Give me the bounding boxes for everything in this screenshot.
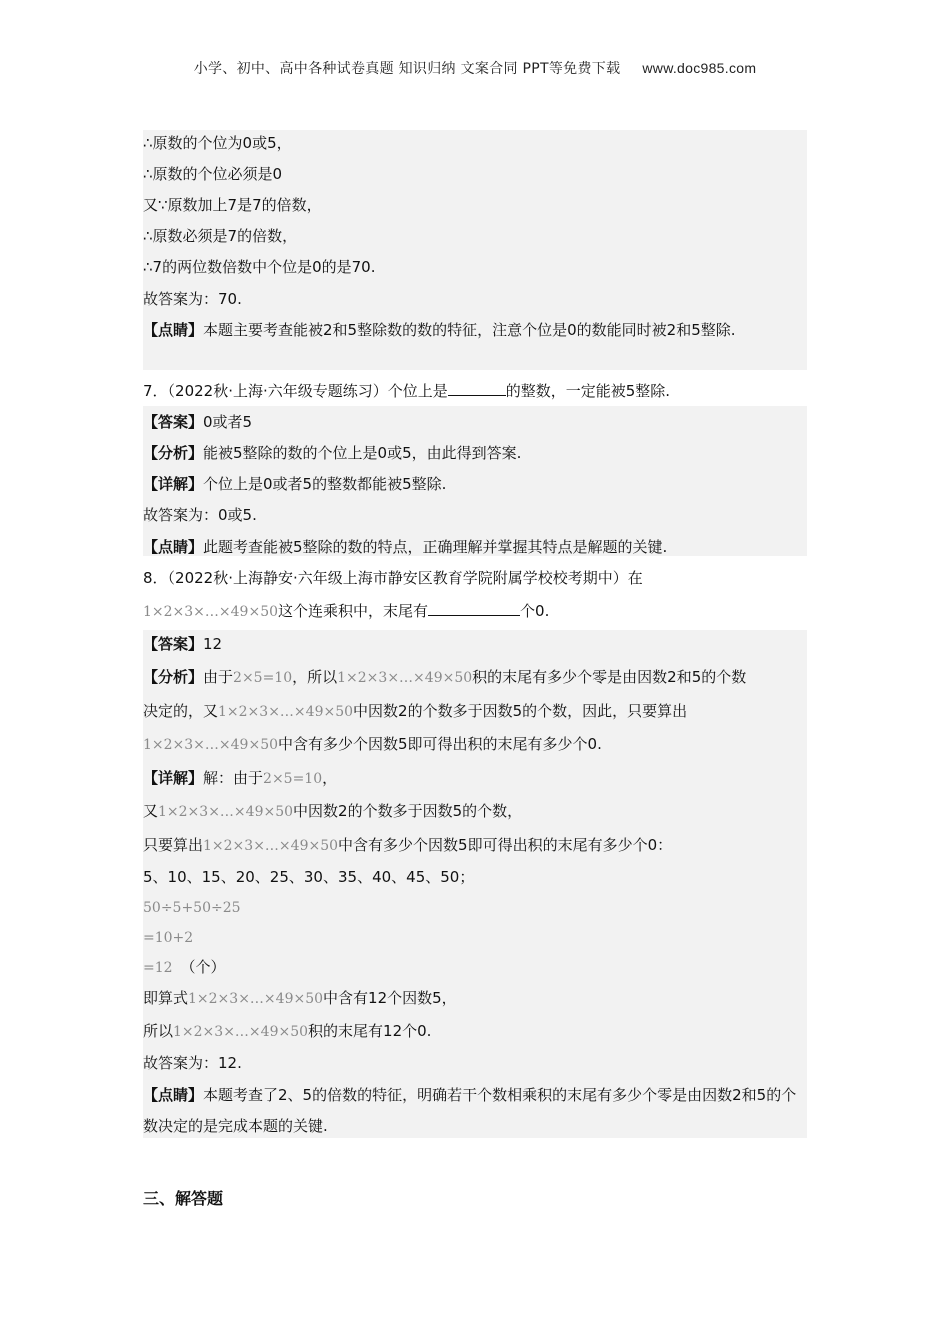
q8-product-math: 1×2×3×…×49×50 [218, 704, 354, 720]
q8-calc-2 [143, 922, 807, 953]
q8-detail-1 [143, 763, 807, 794]
q8-product-math: 1×2×3×…×49×50 [337, 670, 473, 686]
q8-unit: （个） [180, 958, 226, 976]
q7-stem-a: 7．（2022秋·上海·六年级专题练习）个位上是 [143, 382, 448, 400]
q7-comment-tag: 【点睛】 [143, 538, 204, 556]
q8-calc3-math: =12 [143, 960, 173, 976]
q7-answer-text: 0或者5 [203, 413, 253, 431]
q8-comment-text: 本题考查了2、5的倍数的特征，明确若干个数相乘积的末尾有多少个零是由因数2和5的个数决定的是完成本题的关键. [143, 1086, 797, 1135]
q8-detail-7 [143, 983, 807, 1014]
q7-stem [143, 376, 807, 407]
q8-an1-a: 由于 [203, 668, 234, 686]
q7-analysis-tag: 【分析】 [143, 444, 204, 462]
q7-detail-tag: 【详解】 [143, 475, 204, 493]
header-site: www.doc985.com [642, 60, 757, 76]
q8-calc2-math: =10+2 [143, 930, 194, 946]
q8-answer-text: 12 [203, 635, 223, 653]
q8-an2-b: 中因数2的个数多于因数5的个数，因此，只要算出 [353, 702, 688, 720]
q8-calc-3 [143, 952, 807, 983]
q8-product-math: 1×2×3×…×49×50 [203, 838, 339, 854]
q8-stem-2 [143, 596, 807, 627]
q8-analysis-3 [143, 729, 807, 760]
block-a-line-5: ∴7的两位数倍数中个位是0的是70. [143, 258, 376, 276]
comment-text: 本题主要考查能被2和5整除数的数的特征，注意个位是0的数能同时被2和5整除. [203, 321, 736, 339]
q7-comment [143, 532, 807, 563]
q8-detail-3 [143, 830, 807, 861]
comment-tag: 【点睛】 [143, 321, 204, 339]
q8-stem2-b: 个0. [520, 602, 550, 620]
q8-d7-b: 中含有12个因数5， [323, 989, 457, 1007]
q8-analysis-1 [143, 662, 807, 693]
q8-d3-a: 只要算出 [143, 836, 204, 854]
block-a-line-3: 又∵原数加上7是7的倍数， [143, 196, 322, 214]
q8-d2-b: 中因数2的个数多于因数5的个数， [293, 802, 523, 820]
q7-blank [448, 381, 506, 396]
section-heading: 三、解答题 [143, 1189, 224, 1208]
q8-analysis-tag: 【分析】 [143, 668, 204, 686]
q7-stem-b: 的整数，一定能被5整除. [505, 382, 671, 400]
q8-eq-math: 2×5=10 [263, 771, 323, 787]
q7-analysis [143, 438, 807, 469]
q8-an1-b: ，所以 [292, 668, 338, 686]
q8-calc-1 [143, 892, 807, 923]
q8-d8-b: 积的末尾有12个0. [308, 1022, 432, 1040]
q8-d3-b: 中含有多少个因数5即可得出积的末尾有多少个0： [338, 836, 673, 854]
q8-list: 5、10、15、20、25、30、35、40、45、50； [143, 868, 475, 886]
q8-product-math: 1×2×3×…×49×50 [143, 737, 279, 753]
block-a-line-2: ∴原数的个位必须是0 [143, 165, 283, 183]
q8-an3-b: 中含有多少个因数5即可得出积的末尾有多少个0. [278, 735, 602, 753]
q8-d1-a: 解：由于 [203, 769, 264, 787]
q8-calc1-math: 50÷5+50÷25 [143, 900, 241, 916]
q7-answer-tag: 【答案】 [143, 413, 204, 431]
q8-final: 故答案为：12. [143, 1054, 242, 1072]
q7-detail [143, 469, 807, 500]
q8-an1-c: 积的末尾有多少个零是由因数2和5的个数 [472, 668, 747, 686]
q7-comment-text: 此题考查能被5整除的数的特点，正确理解并掌握其特点是解题的关键. [203, 538, 668, 556]
q8-d8-a: 所以 [143, 1022, 174, 1040]
q8-detail-tag: 【详解】 [143, 769, 204, 787]
q8-product-math: 1×2×3×…×49×50 [158, 804, 294, 820]
q8-comment-tag: 【点睛】 [143, 1086, 204, 1104]
q8-detail-8 [143, 1016, 807, 1047]
q8-analysis-2 [143, 696, 807, 727]
page-header [0, 58, 950, 78]
block-a-comment [143, 315, 807, 346]
q8-d2-a: 又 [143, 802, 159, 820]
q7-analysis-text: 能被5整除的数的个位上是0或5，由此得到答案. [203, 444, 522, 462]
q8-answer [143, 629, 807, 660]
q7-detail-text: 个位上是0或者5的整数都能被5整除. [203, 475, 447, 493]
q8-blank [428, 601, 520, 616]
q8-comment [143, 1080, 807, 1142]
q7-answer [143, 407, 807, 438]
q8-answer-tag: 【答案】 [143, 635, 204, 653]
q8-d7-a: 即算式 [143, 989, 189, 1007]
q8-d1-b: ， [322, 769, 338, 787]
q8-stem2-a: 这个连乘积中，末尾有 [278, 602, 429, 620]
q8-product-math: 1×2×3×…×49×50 [188, 991, 324, 1007]
q8-an2-a: 决定的，又 [143, 702, 219, 720]
q8-stem: 8．（2022秋·上海静安·六年级上海市静安区教育学院附属学校校考期中）在 [143, 569, 643, 587]
block-a-line-4: ∴原数必须是7的倍数， [143, 227, 298, 245]
q8-eq-math: 2×5=10 [233, 670, 293, 686]
q8-product-math: 1×2×3×…×49×50 [143, 604, 279, 620]
q8-product-math: 1×2×3×…×49×50 [173, 1024, 309, 1040]
block-a-line-1: ∴原数的个位为0或5， [143, 134, 292, 152]
header-text: 小学、初中、高中各种试卷真题 知识归纳 文案合同 PPT等免费下载 [193, 61, 621, 77]
q7-final: 故答案为：0或5. [143, 506, 257, 524]
q8-detail-2 [143, 796, 807, 827]
block-a-line-6: 故答案为：70. [143, 290, 242, 308]
